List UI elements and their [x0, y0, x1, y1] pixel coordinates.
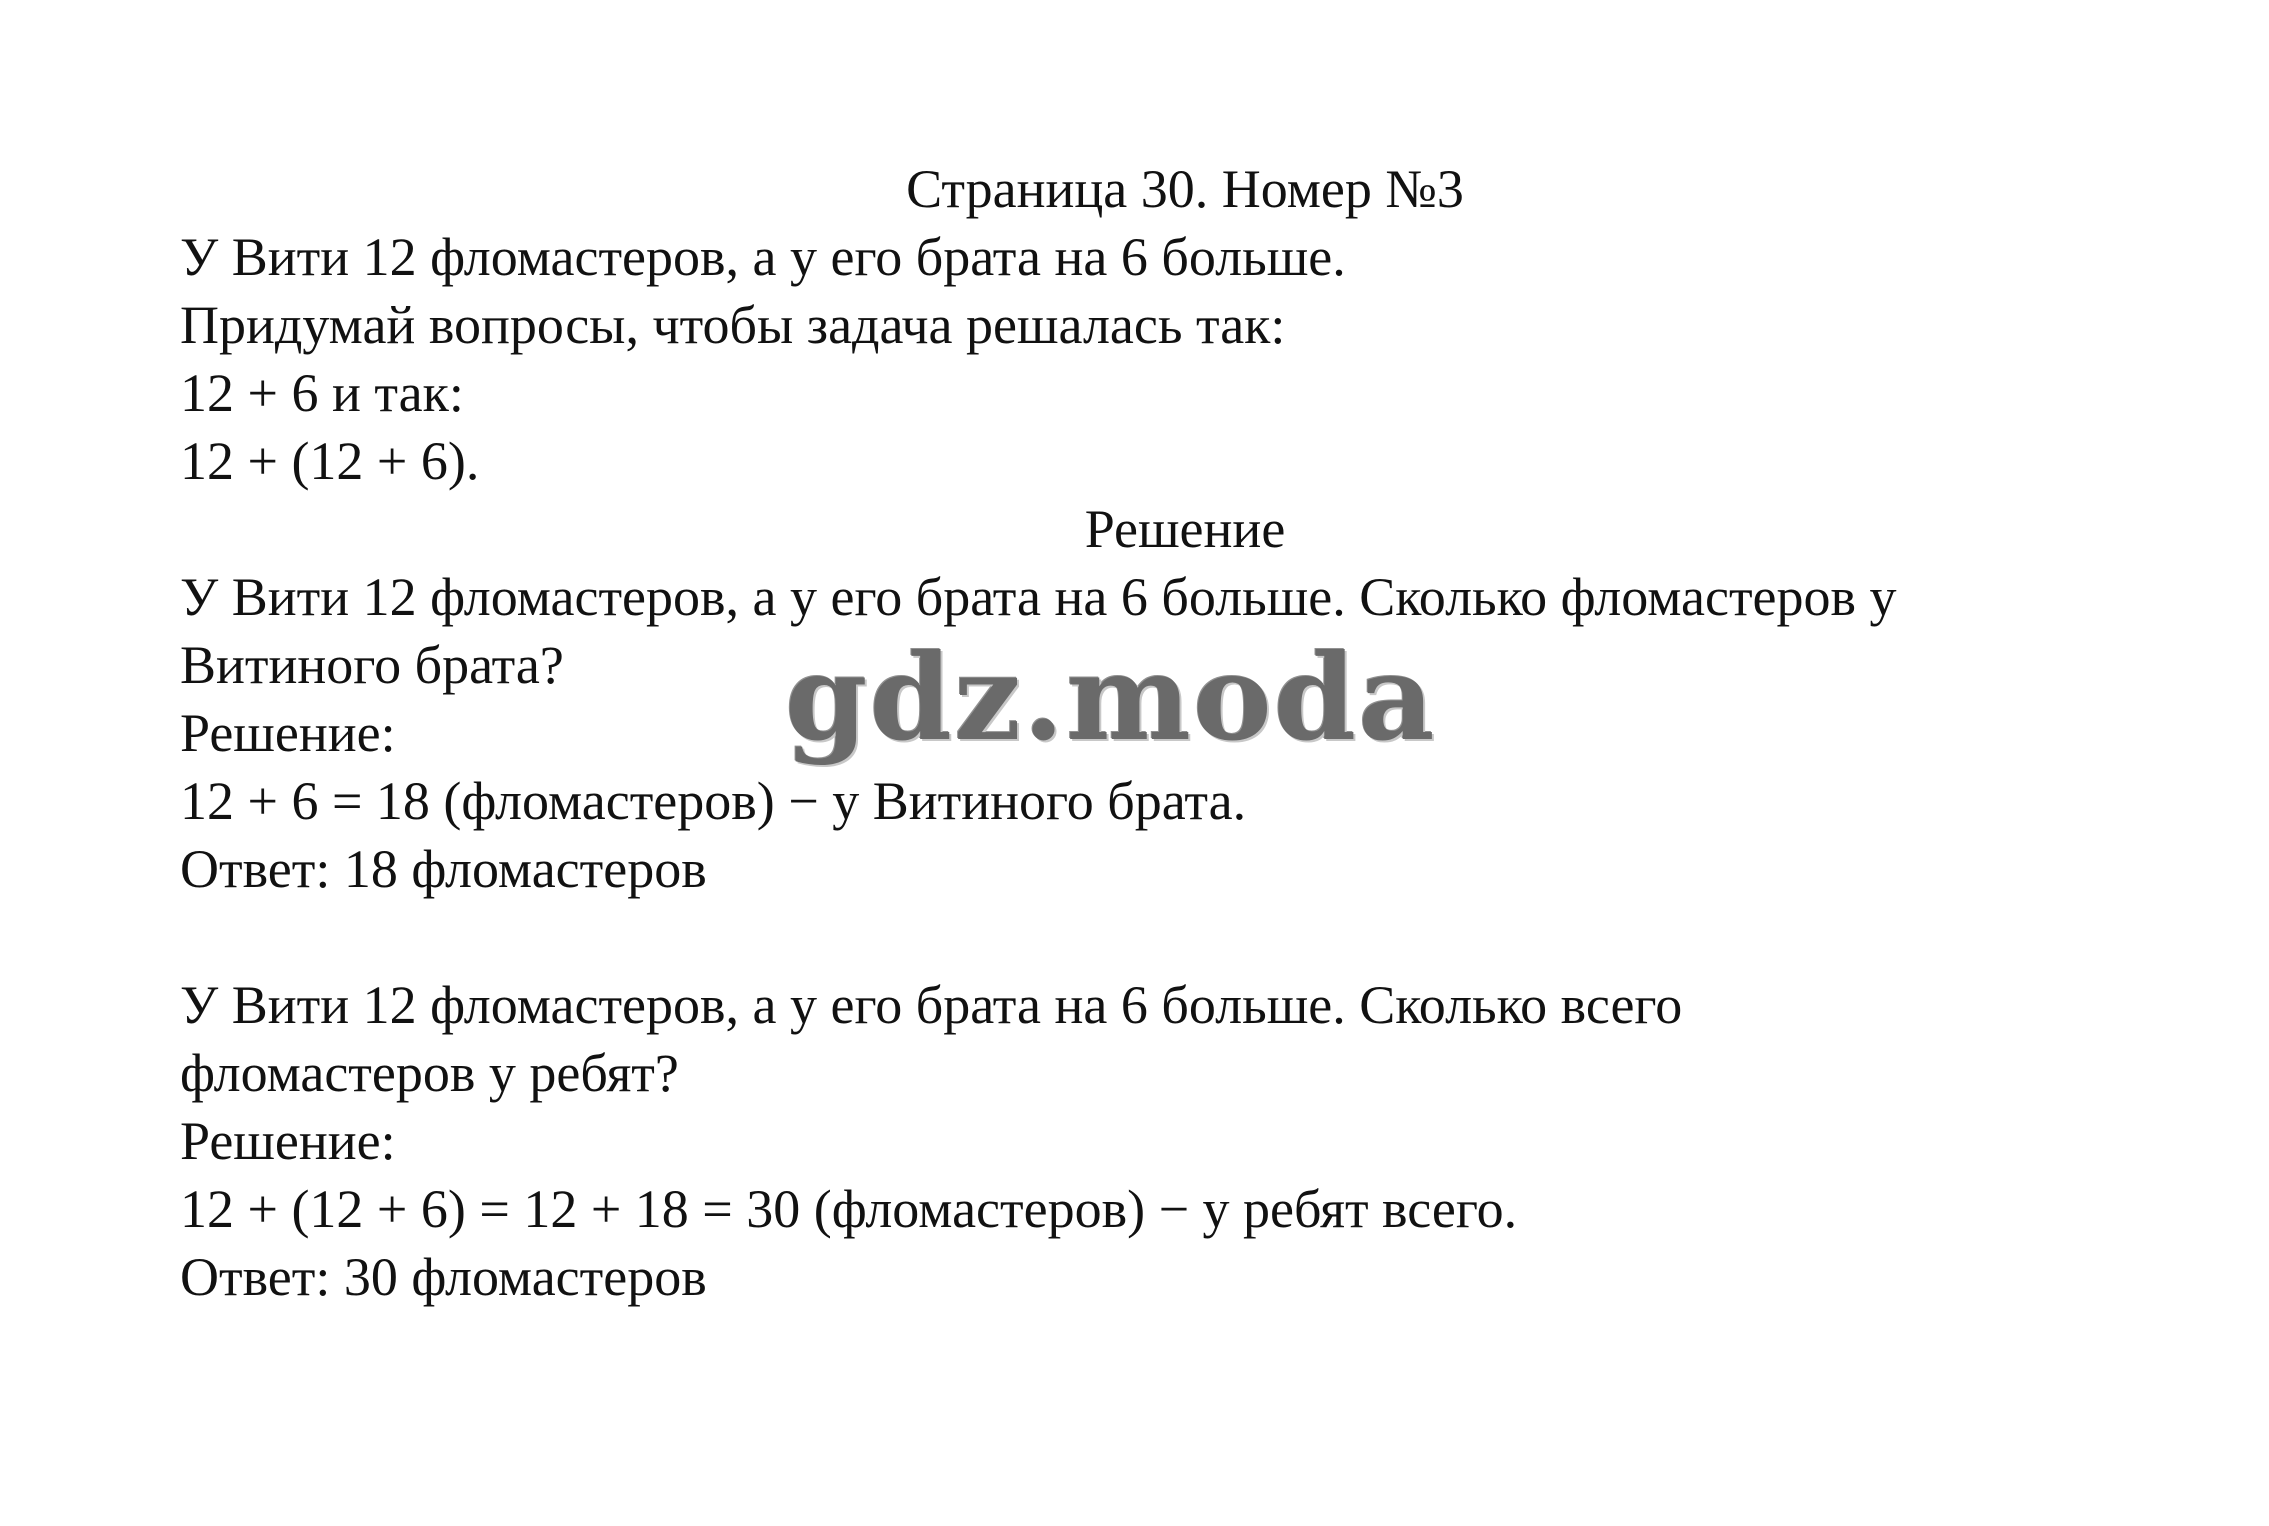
- part2-question-line1: У Вити 12 фломастеров, а у его брата на 6 больше. Сколько всего: [180, 975, 1683, 1035]
- part2-question-line2: фломастеров у ребят?: [180, 1043, 679, 1103]
- solution-heading: Решение: [1084, 499, 1286, 559]
- part2-answer: Ответ: 30 фломастеров: [180, 1247, 707, 1307]
- part1-calculation: 12 + 6 = 18 (фломастеров) − у Витиного брата.: [180, 771, 1247, 831]
- problem-line: 12 + 6 и так:: [180, 363, 464, 423]
- part2-calculation: 12 + (12 + 6) = 12 + 18 = 30 (фломастеров) − у ребят всего.: [180, 1179, 1518, 1239]
- watermark-logo: gdz.moda: [785, 628, 1437, 767]
- part1-solution-label: Решение:: [180, 703, 396, 763]
- problem-line: 12 + (12 + 6).: [180, 431, 480, 491]
- part1-question-line1: У Вити 12 фломастеров, а у его брата на 6 больше. Сколько фломастеров у: [180, 567, 1897, 627]
- section-spacer: [180, 903, 2190, 971]
- problem-line: У Вити 12 фломастеров, а у его брата на 6 больше.: [180, 227, 1346, 287]
- part2-solution-label: Решение:: [180, 1111, 396, 1171]
- page-title: Страница 30. Номер №3: [906, 159, 1464, 219]
- part1-answer: Ответ: 18 фломастеров: [180, 839, 707, 899]
- problem-line: Придумай вопросы, чтобы задача решалась так:: [180, 295, 1286, 355]
- part1-question-line2: Витиного брата?: [180, 635, 564, 695]
